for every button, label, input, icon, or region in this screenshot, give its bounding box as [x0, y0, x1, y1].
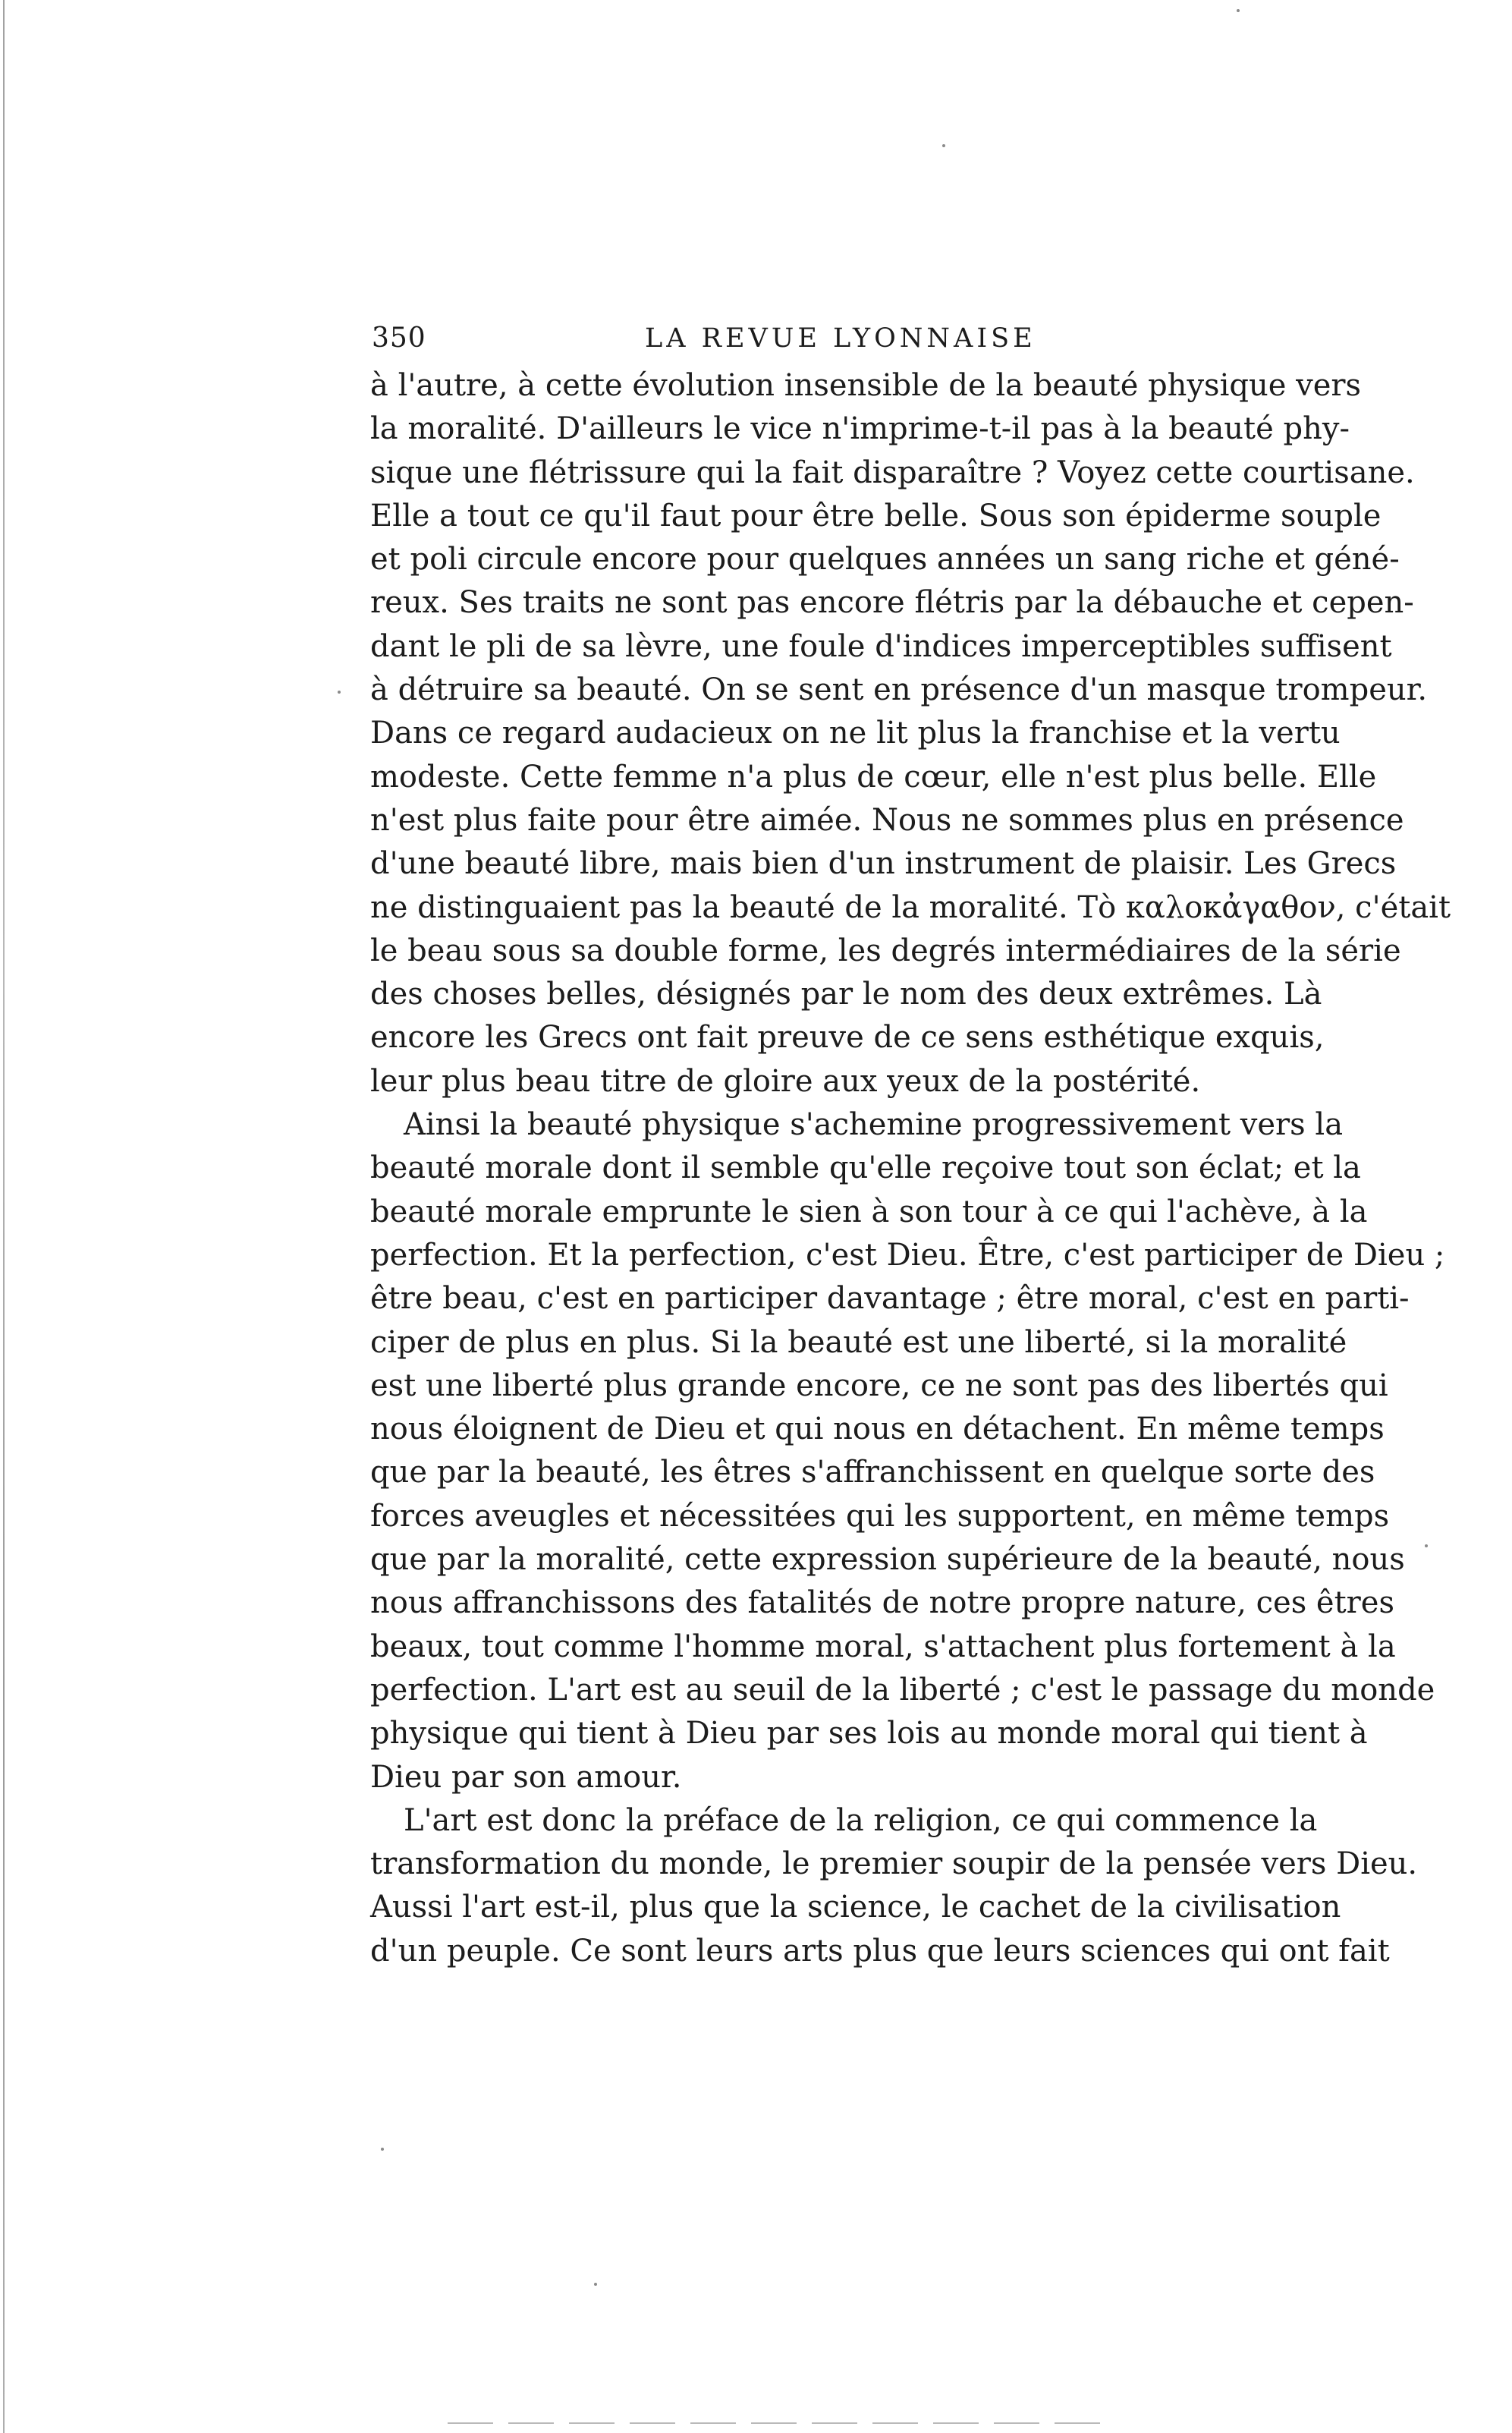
- scan-speck: [1237, 9, 1240, 12]
- paragraph: [370, 1103, 1445, 1799]
- text-line: forces aveugles et nécessitées qui les supportent, en même temps: [370, 1498, 1390, 1534]
- text-line: des choses belles, désignés par le nom des deux extrêmes. Là: [370, 977, 1322, 1012]
- text-line: sique une flétrissure qui la fait disparaître ? Voyez cette courtisane.: [370, 455, 1415, 490]
- paragraph: [370, 364, 1451, 1103]
- text-line: ciper de plus en plus. Si la beauté est une liberté, si la moralité: [370, 1324, 1347, 1360]
- text-line: leur plus beau titre de gloire aux yeux de la postérité.: [370, 1063, 1201, 1099]
- page-number: 350: [372, 323, 426, 354]
- text-line: beauté morale dont il semble qu'elle reçoive tout son éclat; et la: [370, 1150, 1361, 1186]
- text-line: L'art est donc la préface de la religion, ce qui commence la: [404, 1802, 1318, 1838]
- text-line: la moralité. D'ailleurs le vice n'imprime-t-il pas à la beauté phy-: [370, 411, 1350, 447]
- text-line: modeste. Cette femme n'a plus de cœur, elle n'est plus belle. Elle: [370, 759, 1377, 795]
- text-line: transformation du monde, le premier soupir de la pensée vers Dieu.: [370, 1846, 1418, 1882]
- paragraph: [370, 1799, 1418, 1973]
- text-line: le beau sous sa double forme, les degrés intermédiaires de la série: [370, 933, 1401, 968]
- scan-speck: [1425, 1544, 1428, 1547]
- text-line: reux. Ses traits ne sont pas encore flétris par la débauche et cepen-: [370, 585, 1414, 621]
- text-line: Dieu par son amour.: [370, 1759, 682, 1795]
- scan-speck: [942, 144, 945, 147]
- scan-speck: [381, 2148, 384, 2151]
- text-line: nous éloignent de Dieu et qui nous en détachent. En même temps: [370, 1412, 1385, 1447]
- text-line: perfection. Et la perfection, c'est Dieu. Être, c'est participer de Dieu ;: [370, 1237, 1445, 1273]
- text-line: Aussi l'art est-il, plus que la science, le cachet de la civilisation: [370, 1890, 1341, 1925]
- text-line: que par la beauté, les êtres s'affranchissent en quelque sorte des: [370, 1455, 1375, 1490]
- text-line: n'est plus faite pour être aimée. Nous ne sommes plus en présence: [370, 802, 1404, 838]
- text-line: que par la moralité, cette expression supérieure de la beauté, nous: [370, 1542, 1405, 1578]
- scan-speck: [594, 2283, 597, 2286]
- text-line: à l'autre, à cette évolution insensible de la beauté physique vers: [370, 368, 1362, 403]
- text-line: d'un peuple. Ce sont leurs arts plus que leurs sciences qui ont fait: [370, 1933, 1390, 1969]
- running-title: LA REVUE LYONNAISE: [645, 323, 1036, 354]
- text-line: est une liberté plus grande encore, ce ne sont pas des libertés qui: [370, 1368, 1388, 1403]
- text-line: d'une beauté libre, mais bien d'un instrument de plaisir. Les Grecs: [370, 846, 1397, 882]
- scan-edge-shadow: [3, 0, 5, 2433]
- text-line: et poli circule encore pour quelques années un sang riche et géné-: [370, 542, 1400, 578]
- text-line: physique qui tient à Dieu par ses lois au monde moral qui tient à: [370, 1716, 1368, 1752]
- text-line: Ainsi la beauté physique s'achemine progressivement vers la: [404, 1107, 1344, 1143]
- text-line: ne distinguaient pas la beauté de la moralité. Τὸ καλοκἀγαθον, c'était: [370, 889, 1451, 925]
- text-line: être beau, c'est en participer davantage ; être moral, c'est en parti-: [370, 1281, 1410, 1317]
- text-line: nous affranchissons des fatalités de notre propre nature, ces êtres: [370, 1585, 1394, 1621]
- text-line: Dans ce regard audacieux on ne lit plus la franchise et la vertu: [370, 716, 1341, 751]
- text-line: perfection. L'art est au seuil de la liberté ; c'est le passage du monde: [370, 1672, 1435, 1708]
- text-line: dant le pli de sa lèvre, une foule d'indices imperceptibles suffisent: [370, 628, 1392, 664]
- page-header: [372, 317, 1305, 360]
- scan-speck: [338, 691, 341, 694]
- text-line: Elle a tout ce qu'il faut pour être belle. Sous son épiderme souple: [370, 498, 1382, 533]
- text-line: encore les Grecs ont fait preuve de ce sens esthétique exquis,: [370, 1020, 1325, 1056]
- body-text: [370, 364, 1451, 1973]
- text-line: à détruire sa beauté. On se sent en présence d'un masque trompeur.: [370, 672, 1428, 708]
- text-line: beauté morale emprunte le sien à son tour à ce qui l'achève, à la: [370, 1194, 1368, 1229]
- scan-bottom-rule: [448, 2422, 1115, 2424]
- text-line: beaux, tout comme l'homme moral, s'attachent plus fortement à la: [370, 1629, 1396, 1664]
